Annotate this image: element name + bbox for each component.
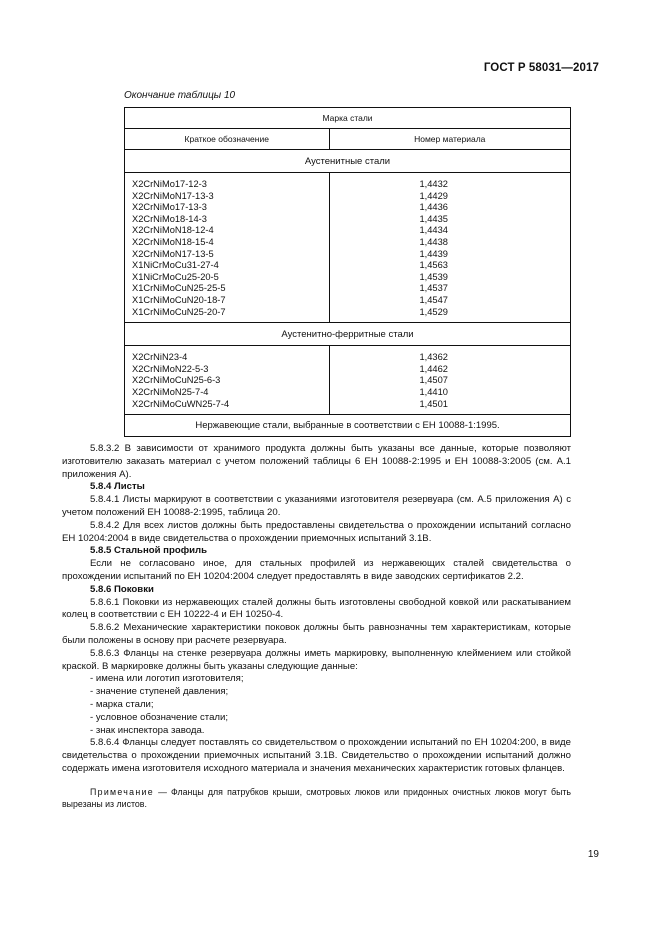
grade-name: X1NiCrMoCu31-27-4 [132, 260, 219, 271]
material-number: 1,4429 [419, 190, 448, 201]
grade-name: X1NiCrMoCu25-20-5 [132, 271, 219, 282]
material-number: 1,4529 [419, 306, 448, 317]
table-main-header: Марка стали [125, 108, 571, 129]
material-number: 1,4362 [419, 352, 448, 363]
paragraph-5-8-3-2: 5.8.3.2 В зависимости от хранимого продукта должны быть указаны все данные, которые позволяют изготовителю заказать материал с учетом положений таблицы 6 ЕН 10088-2:1995 и ЕН 10088-3:2005 (см. А.1 приложения А). [62, 443, 571, 480]
list-item: - имена или логотип изготовителя; [90, 673, 244, 685]
paragraph-5-8-6-1: 5.8.6.1 Поковки из нержавеющих сталей должны быть изготовлены свободной ковкой или раскатыванием колец в соответствии с ЕН 10222-4 и ЕН 10250-4. [62, 596, 571, 621]
paragraph-5-8-5: Если не согласовано иное, для стальных профилей из нержавеющих сталей свидетельства о прохождении испытаний по ЕН 10204:2004 следует предоставлять в виде заводских сертификатов 2.2. [62, 558, 571, 582]
material-number: 1,4539 [419, 271, 448, 282]
grade-name: X2CrNiMoCuWN25-7-4 [132, 398, 230, 409]
heading-5-8-4: 5.8.4 Листы [90, 481, 145, 493]
material-number: 1,4563 [419, 260, 448, 271]
list-item: - марка стали; [90, 698, 154, 710]
page-number: 19 [587, 849, 599, 860]
duplex-material-numbers [329, 346, 571, 415]
grade-name: X2CrNiMoN22-5-3 [132, 363, 209, 374]
material-number: 1,4501 [419, 398, 448, 409]
paragraph-5-8-6-3: 5.8.6.3 Фланцы на стенке резервуара должны иметь маркировку, выполненную клеймением или стойкой краской. В маркировке должны быть указаны следующие данные: [62, 647, 571, 672]
list-item: - значение ступеней давления; [90, 686, 229, 698]
grade-name: X1CrNiMoCuN25-20-7 [132, 306, 226, 317]
section-title-austenitic-ferritic: Аустенитно-ферритные стали [125, 323, 571, 346]
grade-name: X1CrNiMoCuN25-25-5 [132, 283, 226, 294]
table-footnote: Нержавеющие стали, выбранные в соответствии с ЕН 10088-1:1995. [125, 415, 571, 437]
body-text [62, 443, 571, 810]
grade-name: X2CrNiMoN17-13-5 [132, 248, 214, 259]
austenitic-grade-names [125, 173, 330, 323]
grade-name: X2CrNiMo18-14-3 [132, 213, 207, 224]
column-header-material-number: Номер материала [329, 129, 571, 150]
paragraph-5-8-4-2: 5.8.4.2 Для всех листов должны быть предоставлены свидетельства о прохождении испытаний согласно ЕН 10204:2004 в виде свидетельства о прохождении приемочных испытаний 3.1В. [62, 519, 571, 544]
material-number: 1,4432 [419, 179, 448, 189]
note [62, 786, 571, 810]
paragraph-5-8-6-4: 5.8.6.4 Фланцы следует поставлять со свидетельством о прохождении испытаний по ЕН 10204:200, в виде свидетельства о прохождении приемочных испытаний 3.1В. Свидетельство о прохождении испытаний должно содержать имена изготовителя исходного материала и значения механических характеристик готовых фланцев. [62, 737, 571, 774]
steel-grades-table [124, 107, 571, 437]
material-number: 1,4438 [419, 236, 448, 247]
list-item: - знак инспектора завода. [90, 724, 205, 736]
column-header-short-designation: Краткое обозначение [125, 129, 330, 150]
note-label: Примечание [90, 786, 154, 797]
table-caption: Окончание таблицы 10 [124, 90, 236, 101]
material-number: 1,4507 [419, 375, 448, 386]
grade-name: X2CrNiMoN18-15-4 [132, 236, 214, 247]
grade-name: X1CrNiMoCuN20-18-7 [132, 294, 226, 305]
material-number: 1,4547 [419, 294, 448, 305]
material-number: 1,4537 [419, 283, 448, 294]
material-number: 1,4436 [419, 202, 448, 213]
material-number: 1,4435 [419, 213, 448, 224]
grade-name: X2CrNiMo17-12-3 [132, 179, 207, 189]
paragraph-5-8-6-2: 5.8.6.2 Механические характеристики поковок должны быть равнозначны тем характеристикам, которые были положены в основу при расчете резервуара. [62, 622, 571, 646]
austenitic-material-numbers [329, 173, 571, 323]
grade-name: X2CrNiMoN17-13-3 [132, 190, 214, 201]
grade-name: X2CrNiMoN25-7-4 [132, 386, 209, 397]
note-text: — Фланцы для патрубков крыши, смотровых люков или придонных очистных люков могут быть вырезаны из листов. [62, 786, 571, 809]
list-item: - условное обозначение стали; [90, 711, 229, 723]
section-title-austenitic: Аустенитные стали [125, 150, 571, 173]
duplex-grade-names [125, 346, 330, 415]
grade-name: X2CrNiMo17-13-3 [132, 202, 207, 213]
material-number: 1,4439 [419, 248, 448, 259]
heading-5-8-5: 5.8.5 Стальной профиль [90, 545, 207, 557]
grade-name: X2CrNiMoN18-12-4 [132, 225, 214, 236]
heading-5-8-6: 5.8.6 Поковки [90, 583, 154, 595]
paragraph-5-8-4-1: 5.8.4.1 Листы маркируют в соответствии с указаниями изготовителя резервуара (см. А.5 приложения А) с учетом положений ЕН 10088-2:1995, таблица 20. [62, 494, 571, 518]
grade-name: X2CrNiMoCuN25-6-3 [132, 375, 221, 386]
material-number: 1,4462 [419, 363, 448, 374]
material-number: 1,4410 [419, 386, 448, 397]
document-code: ГОСТ Р 58031—2017 [483, 62, 599, 74]
grade-name: X2CrNiN23-4 [132, 352, 188, 363]
material-number: 1,4434 [419, 225, 448, 236]
